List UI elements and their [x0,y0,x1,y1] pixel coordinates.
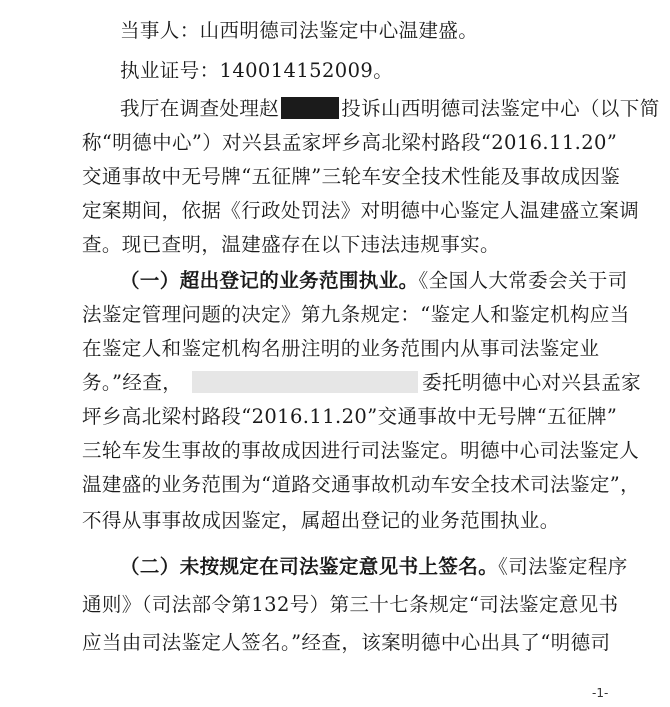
paragraph-2-line-6 [82,436,639,466]
text-segment: 应当由司法鉴定人签名。”经查，该案明德中心出具了“明德司 [82,631,611,654]
paragraph-3-line-1 [120,552,628,582]
text-segment: 不得从事事故成因鉴定，属超出登记的业务范围执业。 [82,509,560,532]
text-segment: 温建盛的业务范围为“道路交通事故机动车安全技术司法鉴定”， [82,473,641,496]
paragraph-1-line-1 [120,94,660,124]
paragraph-2-line-5 [82,402,617,432]
license-value: 140014152009。 [219,59,394,82]
paragraph-1-line-2 [82,128,617,158]
text-segment: 务。”经查， [82,371,183,394]
text-segment: 定案期间，依据《行政处罚法》对明德中心鉴定人温建盛立案调 [82,199,640,222]
text-segment: 查。现已查明，温建盛存在以下违法违规事实。 [82,233,500,256]
text-segment: 在鉴定人和鉴定机构名册注明的业务范围内从事司法鉴定业 [82,337,600,360]
paragraph-2-line-1 [120,266,628,296]
text-segment: 投诉山西明德司法鉴定中心（以下简 [341,97,660,120]
section-heading: （二）未按规定在司法鉴定意见书上签名。 [120,555,499,578]
text-segment: 委托明德中心对兴县孟家 [422,371,642,394]
party-value: 山西明德司法鉴定中心温建盛。 [199,19,479,42]
text-segment: 《全国人大常委会关于司 [418,269,628,292]
text-segment: 称“明德中心”）对兴县孟家坪乡高北梁村路段“2016.11.20” [82,131,618,154]
paragraph-1-line-4 [82,196,639,226]
text-segment: 我厅在调查处理赵 [120,97,280,120]
redaction-block [192,371,418,393]
redaction-block [281,97,339,119]
license-line [120,56,393,86]
text-segment: 三轮车发生事故的事故成因进行司法鉴定。明德中心司法鉴定人 [82,439,640,462]
paragraph-2-line-3 [82,334,599,364]
paragraph-3-line-2 [82,590,619,620]
section-heading: （一）超出登记的业务范围执业。 [120,269,419,292]
text-segment: 《司法鉴定程序 [498,555,628,578]
text-segment: 法鉴定管理问题的决定》第九条规定：“鉴定人和鉴定机构应当 [82,303,630,326]
text-segment: 坪乡高北梁村路段“2016.11.20”交通事故中无号牌“五征牌” [82,405,618,428]
party-line [120,16,478,46]
paragraph-1-line-5 [82,230,500,260]
paragraph-2-line-4 [82,368,641,398]
license-label: 执业证号： [120,59,220,82]
text-segment: 通则》（司法部令第132号）第三十七条规定“司法鉴定意见书 [82,593,619,616]
paragraph-2-line-2 [82,300,630,330]
page-number: -1- [592,686,609,700]
paragraph-2-line-7 [82,470,640,500]
text-segment: 交通事故中无号牌“五征牌”三轮车安全技术性能及事故成因鉴 [82,165,621,188]
paragraph-1-line-3 [82,162,620,192]
party-label: 当事人： [120,19,200,42]
paragraph-3-line-3 [82,628,610,658]
paragraph-2-line-8 [82,506,560,536]
